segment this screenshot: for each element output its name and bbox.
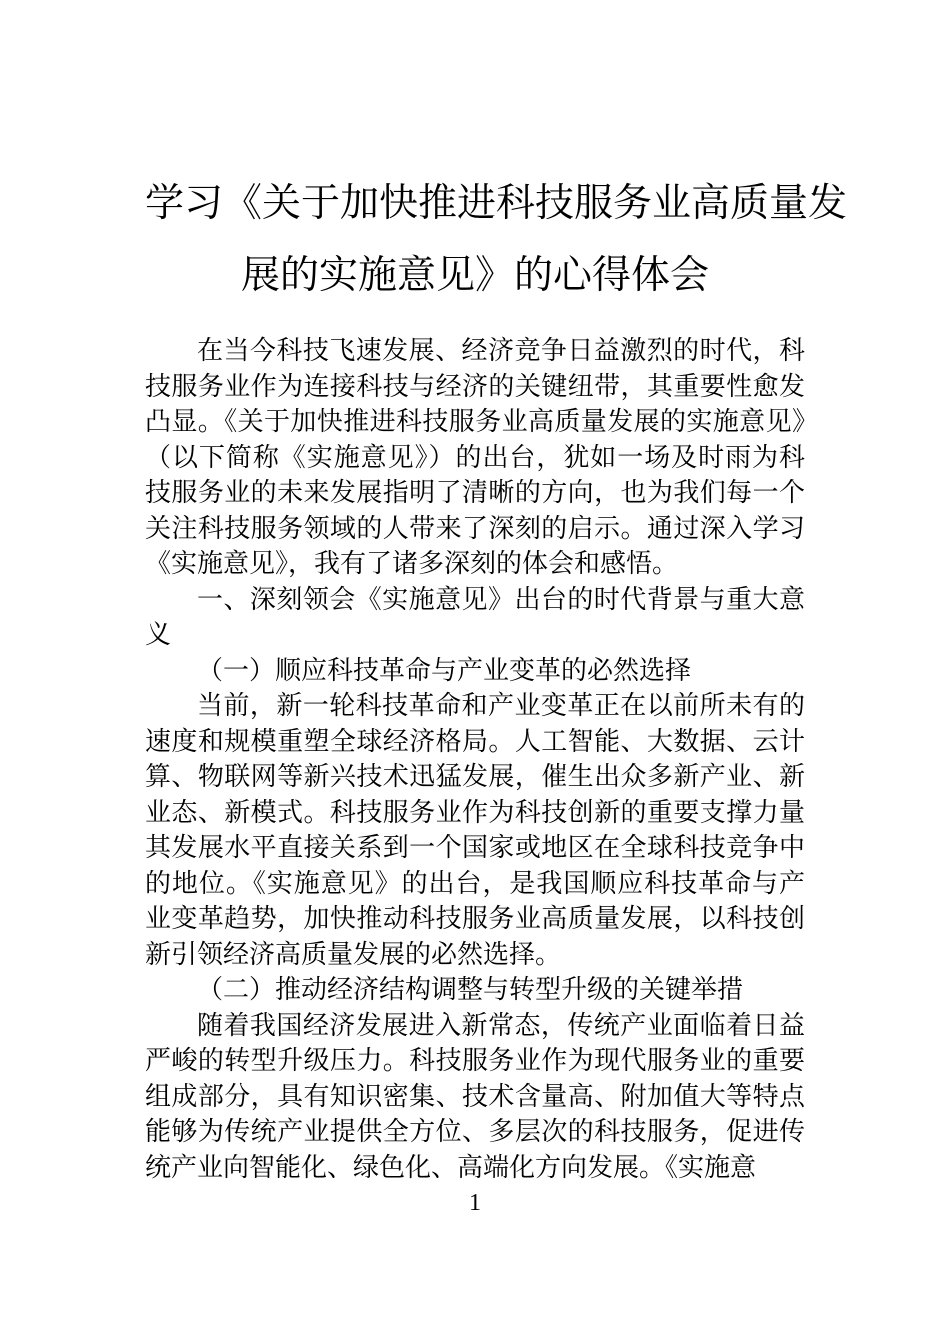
- subsection-heading-1: （一）顺应科技革命与产业变革的必然选择: [197, 655, 692, 686]
- page-number: 1: [469, 1190, 481, 1216]
- document-body: [145, 334, 805, 1186]
- section-heading-1: 一、深刻领会《实施意见》出台的时代背景与重大意义: [145, 584, 805, 650]
- body-paragraph: 随着我国经济发展进入新常态，传统产业面临着日益严峻的转型升级压力。科技服务业作为现代服务业的重要组成部分，具有知识密集、技术含量高、附加值大等特点能够为传统产业提供全方位、多层次的科技服务，促进传统产业向智能化、绿色化、高端化方向发展。《实施意: [145, 1010, 805, 1183]
- document-title: [145, 168, 848, 312]
- title-line-1: 学习《关于加快推进科技服务业高质量发: [145, 181, 848, 226]
- title-line-2: 展的实施意见》的心得体会: [240, 253, 709, 298]
- body-paragraph: 当前，新一轮科技革命和产业变革正在以前所未有的速度和规模重塑全球经济格局。人工智能、大数据、云计算、物联网等新兴技术迅猛发展，催生出众多新产业、新业态、新模式。科技服务业作为科技创新的重要支撑力量其发展水平直接关系到一个国家或地区在全球科技竞争中的地位。《实施意见》的出台，是我国顺应科技革命与产业变革趋势，加快推动科技服务业高质量发展，以科技创新引领经济高质量发展的必然选择。: [145, 691, 805, 970]
- subsection-heading-2: （二）推动经济结构调整与转型升级的关键举措: [197, 975, 744, 1005]
- intro-paragraph: 在当今科技飞速发展、经济竞争日益激烈的时代，科技服务业作为连接科技与经济的关键纽带，其重要性愈发凸显。《关于加快推进科技服务业高质量发展的实施意见》（以下简称《实施意见》）的出台，犹如一场及时雨为科技服务业的未来发展指明了清晰的方向，也为我们每一个关注科技服务领域的人带来了深刻的启示。通过深入学习《实施意见》，我有了诸多深刻的体会和感悟。: [145, 336, 805, 579]
